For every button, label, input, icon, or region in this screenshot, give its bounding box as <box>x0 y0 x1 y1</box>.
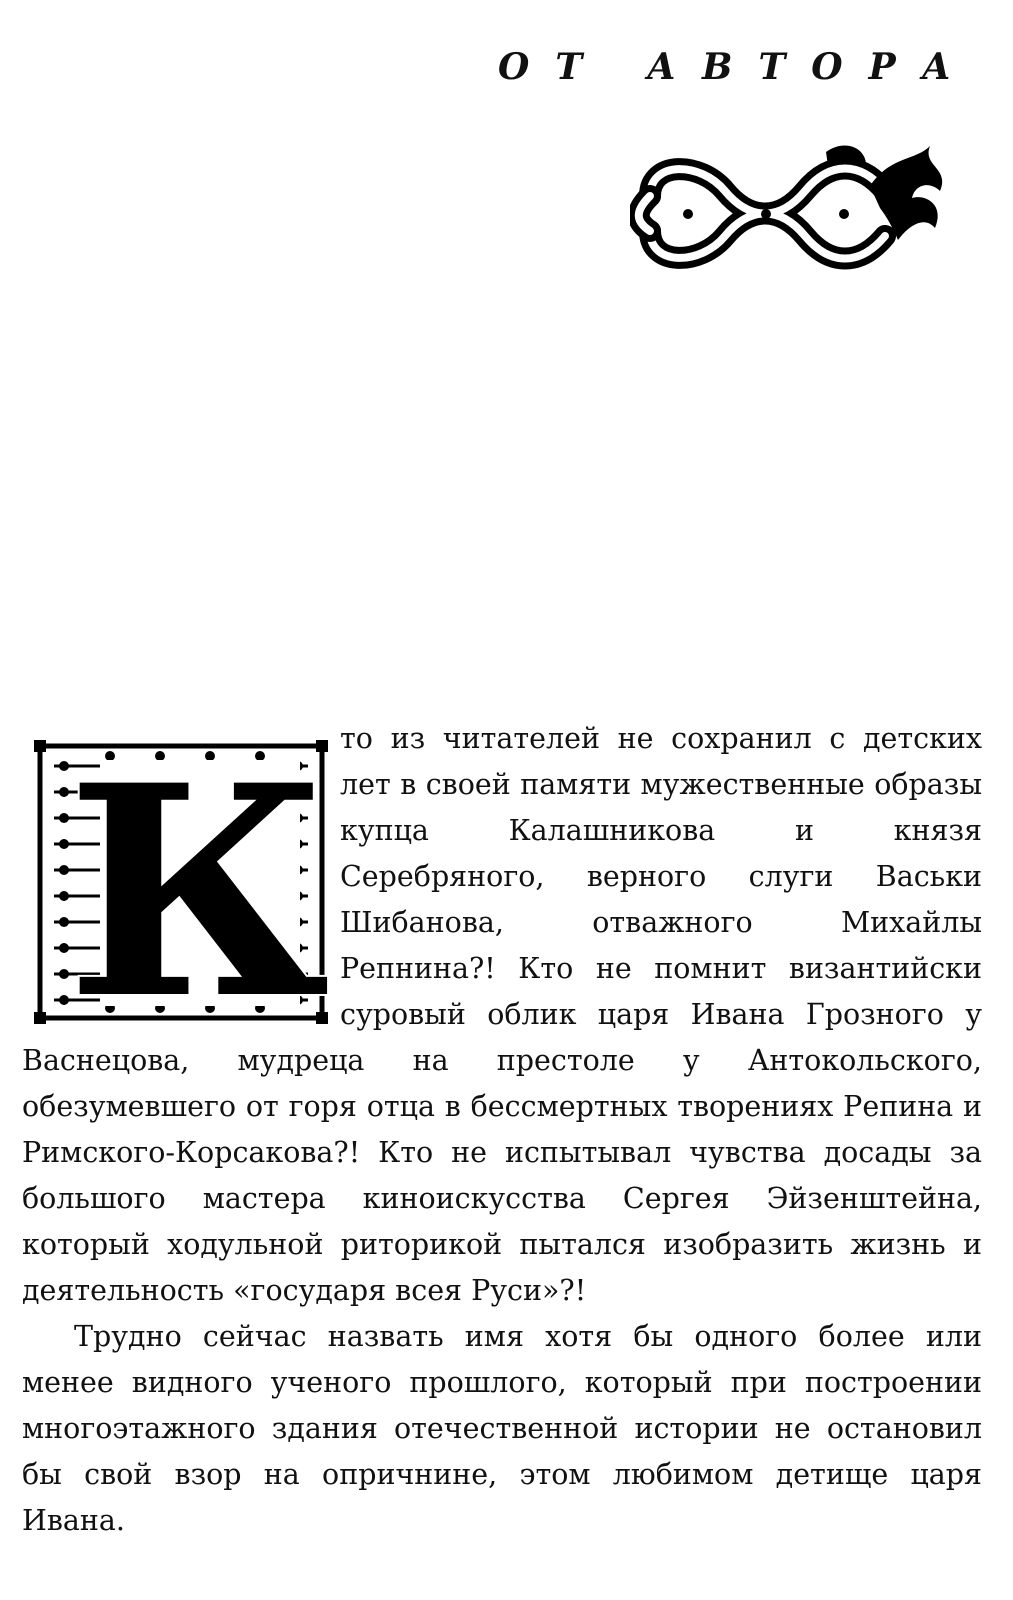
dropcap-space <box>22 716 340 1038</box>
dropcap-letter: К <box>66 736 330 1028</box>
page-heading: ОТ АВТОРА <box>498 46 977 88</box>
interlace-ornament-icon <box>630 136 960 286</box>
article-body <box>22 716 982 1544</box>
paragraph-2: Трудно сейчас назвать имя хотя бы одного более или менее видного ученого прошлого, который при построении многоэтажного здания отечественной истории не остановил бы свой взор на опричнине, этом любимом детище царя Ивана. <box>22 1320 982 1537</box>
paragraph-1: то из читателей не сохранил с детских лет в своей памяти мужественные образы купца Калашникова и князя Серебряного, верного слуги Васьки Шибанова, отважного Михайлы Репнина?! Кто не помнит византийски суровый облик царя Ивана Грозного у Васнецова, мудреца на престоле у Антокольского, обезумевшего от горя отца в бессмертных творениях Репина и Римского-Корсакова?! Кто не испытывал чувства досады за большого мастера киноискусства Сергея Эйзенштейна, который ходульной риторикой пытался изобразить жизнь и деятельность «государя всея Руси»?! <box>22 722 982 1307</box>
